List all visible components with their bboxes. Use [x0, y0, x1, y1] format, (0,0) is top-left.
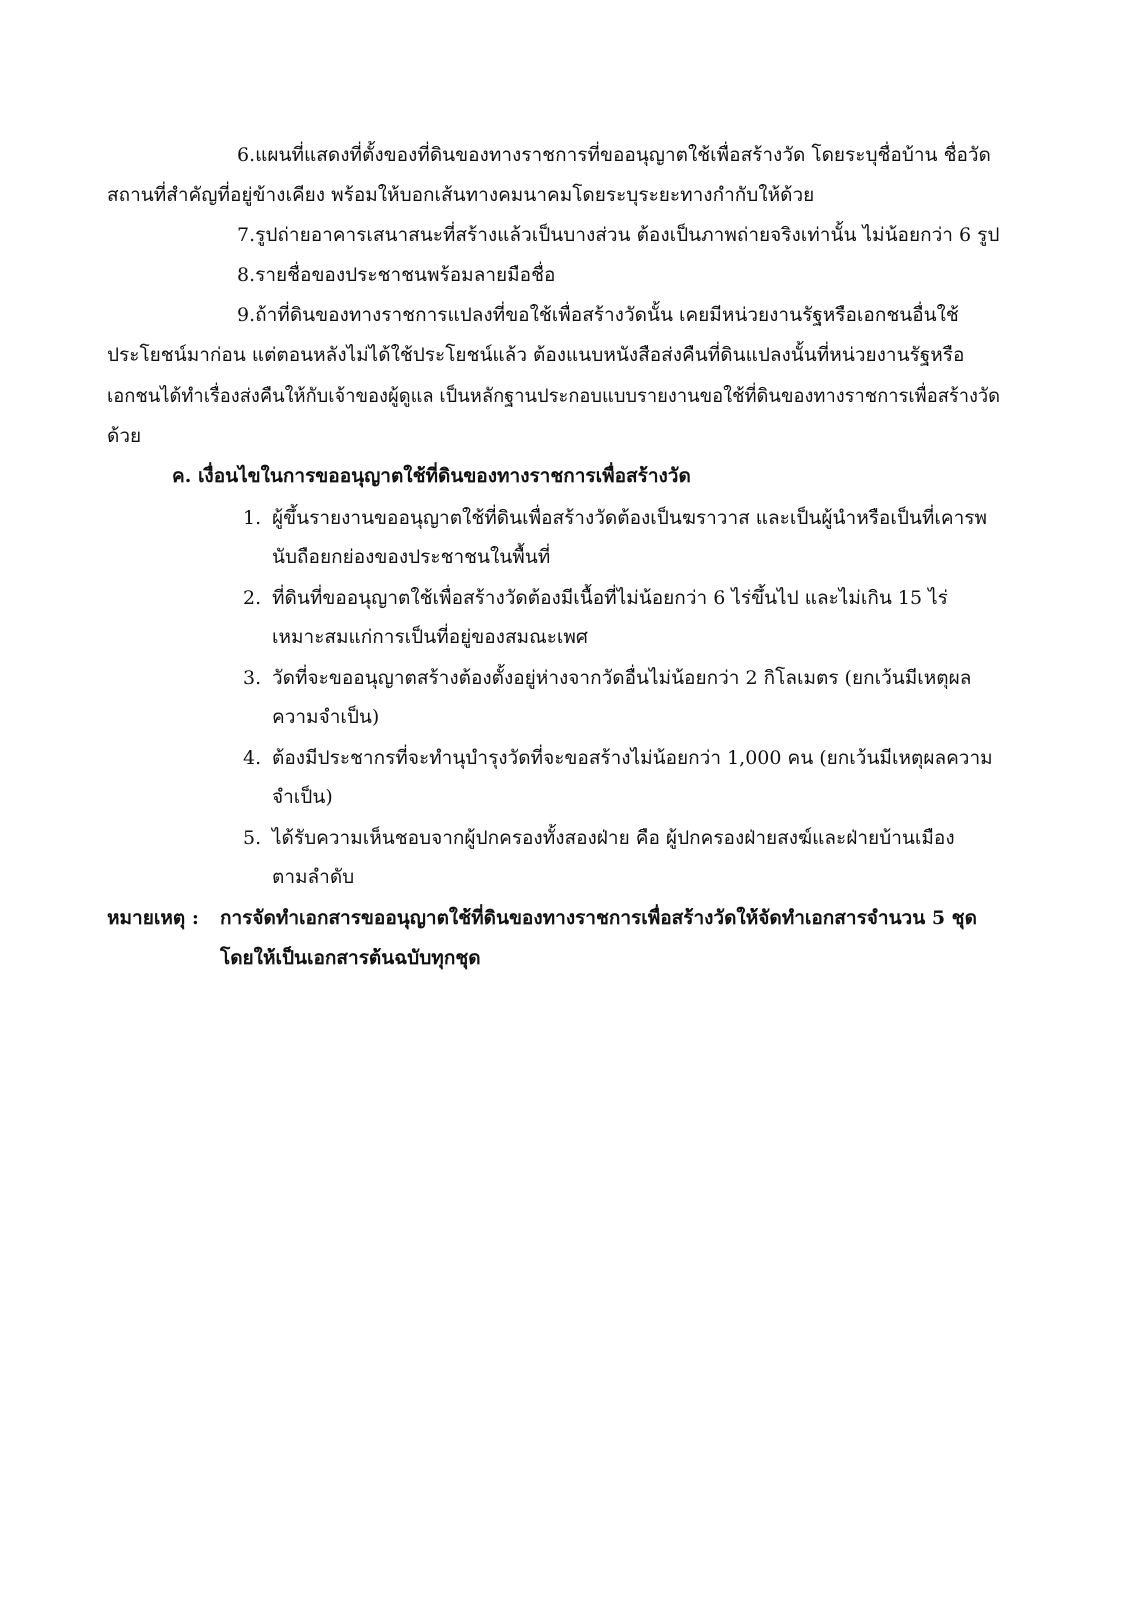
condition-1-number: 1. [243, 507, 262, 529]
condition-2-line-1: ที่ดินที่ขออนุญาตใช้เพื่อสร้างวัดต้องมีเนื้อที่ไม่น้อยกว่า 6 ไร่ขึ้นไป และไม่เกิน 15 ไร่ [272, 587, 948, 609]
condition-3-line-1: วัดที่จะขออนุญาตสร้างต้องตั้งอยู่ห่างจากวัดอื่นไม่น้อยกว่า 2 กิโลเมตร (ยกเว้นมีเหตุผล [272, 667, 972, 689]
condition-5-number: 5. [243, 827, 262, 849]
item-9-line-1: 9.ถ้าที่ดินของทางราชการแปลงที่ขอใช้เพื่อสร้างวัดนั้น เคยมีหน่วยงานรัฐหรือเอกชนอื่นใช้ [237, 304, 959, 326]
condition-5-line-2: ตามลำดับ [272, 866, 355, 888]
item-9-line-4: ด้วย [107, 425, 142, 447]
item-9-line-2: ประโยชน์มาก่อน แต่ตอนหลังไม่ได้ใช้ประโยชน์แล้ว ต้องแนบหนังสือส่งคืนที่ดินแปลงนั้นที่หน่วยงานรัฐหรือ [107, 344, 965, 366]
section-c-heading: ค. เงื่อนไขในการขออนุญาตใช้ที่ดินของทางราชการเพื่อสร้างวัด [172, 465, 691, 487]
note-label: หมายเหตุ : [107, 907, 199, 929]
item-9-line-3: เอกชนได้ทำเรื่องส่งคืนให้กับเจ้าของผู้ดูแล เป็นหลักฐานประกอบแบบรายงานขอใช้ที่ดินของทางราชการเพื่อสร้างวัด [107, 385, 1001, 407]
item-6-line-2: สถานที่สำคัญที่อยู่ข้างเคียง พร้อมให้บอกเส้นทางคมนาคมโดยระบุระยะทางกำกับให้ด้วย [107, 184, 815, 206]
condition-3-line-2: ความจำเป็น) [272, 706, 380, 728]
condition-1-line-2: นับถือยกย่องของประชาชนในพื้นที่ [272, 546, 551, 568]
condition-2-line-2: เหมาะสมแก่การเป็นที่อยู่ของสมณะเพศ [272, 626, 588, 648]
condition-4-line-2: จำเป็น) [272, 786, 333, 808]
note-line-1: การจัดทำเอกสารขออนุญาตใช้ที่ดินของทางราชการเพื่อสร้างวัดให้จัดทำเอกสารจำนวน 5 ชุด [220, 907, 977, 929]
condition-3-number: 3. [243, 667, 262, 689]
item-7: 7.รูปถ่ายอาคารเสนาสนะที่สร้างแล้วเป็นบางส่วน ต้องเป็นภาพถ่ายจริงเท่านั้น ไม่น้อยกว่า 6 รูป [237, 224, 1000, 246]
condition-5-line-1: ได้รับความเห็นชอบจากผู้ปกครองทั้งสองฝ่าย คือ ผู้ปกครองฝ่ายสงฆ์และฝ่ายบ้านเมือง [272, 827, 955, 849]
item-8: 8.รายชื่อของประชาชนพร้อมลายมือชื่อ [237, 264, 556, 286]
condition-4-line-1: ต้องมีประชากรที่จะทำนุบำรุงวัดที่จะขอสร้างไม่น้อยกว่า 1,000 คน (ยกเว้นมีเหตุผลความ [272, 747, 993, 769]
note-line-2: โดยให้เป็นเอกสารต้นฉบับทุกชุด [220, 947, 481, 969]
condition-4-number: 4. [243, 747, 262, 769]
condition-2-number: 2. [243, 587, 262, 609]
item-6-line-1: 6.แผนที่แสดงที่ตั้งของที่ดินของทางราชการที่ขออนุญาตใช้เพื่อสร้างวัด โดยระบุชื่อบ้าน ชื่อวัด [237, 144, 991, 166]
condition-1-line-1: ผู้ขึ้นรายงานขออนุญาตใช้ที่ดินเพื่อสร้างวัดต้องเป็นฆราวาส และเป็นผู้นำหรือเป็นที่เคารพ [272, 507, 988, 529]
